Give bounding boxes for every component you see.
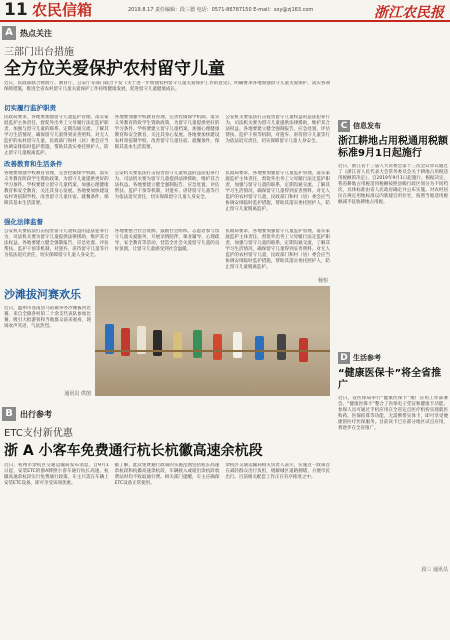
- section-a-text-row-1: [4, 115, 330, 155]
- main-column: [0, 22, 334, 523]
- section-d-author: 段三 通讯员: [421, 567, 448, 573]
- square-letter-icon: D: [338, 352, 350, 364]
- section-a-col-9: 民政局要求，各地要加强留守儿童监护管理，落实家庭监护主体责任，督促外出务工父母履行法定监护职责，加强与留守儿童的联系，定期沟通交流，了解其学习生活情况，确保留守儿童得到妥善照料。对无人监护的农村留守儿童，民政部门和村（居）委会应当协调安排临时监护措施，帮助其落实委托照护人，防止留守儿童脱离监护。: [225, 229, 330, 270]
- editor: 责任编辑：段三德: [155, 7, 196, 13]
- photo-block: [4, 286, 330, 397]
- section-title: 农民信箱: [32, 1, 93, 19]
- section-d-tag-label: 生活参考: [353, 354, 381, 362]
- section-a-col-6: 民政局要求，各地要加强留守儿童监护管理，落实家庭监护主体责任，督促外出务工父母履行法定监护职责，加强与留守儿童的联系，定期沟通交流，了解其学习生活情况，确保留守儿童得到妥善照料。对无人监护的农村留守儿童，民政部门和村（居）委会应当协调安排临时监护措施，帮助其落实委托照护人，防止留守儿童脱离监护。: [225, 171, 330, 212]
- masthead-meta: [128, 6, 313, 13]
- section-b-text: [4, 463, 330, 523]
- section-a-subhead-2: 改善教育和生活条件: [4, 160, 63, 168]
- section-b-tag: [2, 407, 334, 421]
- section-a-col-1: 民政局要求，各地要加强留守儿童监护管理，落实家庭监护主体责任，督促外出务工父母履行法定监护职责，加强与留守儿童的联系，定期沟通交流，了解其学习生活情况，确保留守儿童得到妥善照料。对无人监护的农村留守儿童，民政部门和村（居）委会应当协调安排临时监护措施，帮助其落实委托照护人，防止留守儿童脱离监护。: [4, 115, 109, 155]
- section-a-col-7: 公安机关要依法打击侵害留守儿童权益的违法犯罪行为，司法机关要为留守儿童提供法律援助，维护其合法权益。各地要建立健全强制报告、应急处置、评估帮扶、监护干预等机制，对遗弃、虐待留守儿童等行为依法追究责任，切实保障留守儿童人身安全。: [4, 229, 109, 258]
- section-d-headline: “健康医保卡”将全省推广: [338, 368, 442, 391]
- section-b-tag-label: 出行参考: [20, 409, 52, 419]
- section-c-headline: 浙江耕地占用税通用税额标准9月1日起施行: [338, 136, 448, 159]
- phone: 电话：0571-86787150: [196, 7, 252, 13]
- person-figure: [233, 332, 242, 358]
- page-number: 11: [4, 0, 28, 20]
- person-figure: [255, 336, 264, 360]
- section-a-subhead-3: 强化法律监督: [4, 218, 43, 226]
- side-column: [336, 22, 450, 573]
- section-b-headline: 浙 A 小客车免费通行杭长杭徽高速余杭段: [4, 443, 263, 459]
- square-letter-icon: C: [338, 120, 350, 132]
- section-b-col-1: 近日，杭州市余杭区交通运输局发布消息，自9月1日起，安装ETC的浙A牌照小客车通行杭长高速、杭徽高速余杭段实行免费通行政策。车主只需在车辆上安装ETC设备，即可享受该项优惠。: [4, 463, 109, 486]
- section-a-col-5: 公安机关要依法打击侵害留守儿童权益的违法犯罪行为，司法机关要为留守儿童提供法律援助，维护其合法权益。各地要建立健全强制报告、应急处置、评估帮扶、监护干预等机制，对遗弃、虐待留守儿童等行为依法追究责任，切实保障留守儿童人身安全。: [114, 171, 220, 200]
- person-figure: [213, 334, 222, 360]
- square-letter-icon: B: [2, 407, 16, 421]
- person-figure: [173, 332, 182, 358]
- email: E-mail：sxy@zj163.com: [253, 7, 314, 13]
- section-a-subhead-1: 切实履行监护职责: [4, 104, 56, 112]
- section-c-tag: [338, 120, 450, 132]
- brand-logo: 浙江农民报: [374, 5, 444, 21]
- issue-date: 2019.8.17: [128, 7, 154, 13]
- section-a-lead: 近日，民政部联合财政厅、教育厅、公安厅等部门联合下发《关于进一步加强农村留守儿童关爱保护工作的意见》，明确要求各地加强留守儿童关爱保护，落实各项保障措施，推进全省农村留守儿童关爱保护工作持续健康发展，促进留守儿童健康成长。: [4, 81, 330, 92]
- photo-caption: 近日，温州市苍南县马站镇举办沙滩拔河比赛，来自全镇各村的二十余支代表队参加比赛，吸引大批游客和当地群众前来观看，现场欢声笑语，气氛热烈。: [4, 306, 91, 329]
- section-b-col-3: 余杭区交通运输局相关负责人表示，实施这一政策旨在减轻群众出行负担，缓解城区道路拥堵，方便市民出行。目前相关配套工作正在有序推进之中。: [225, 463, 330, 480]
- section-a-col-2: 各地要加强学校教育管理，完善控辍保学机制，落实义务教育阶段学生资助政策，为留守儿童提供更好的学习条件。学校要建立留守儿童档案，加强心理健康教育和安全教育，关注其身心发展。各地要加快建设农村寄宿制学校，改善留守儿童住宿、就餐条件，保障其基本生活需要。: [114, 115, 220, 150]
- section-a-tag-label: 热点关注: [20, 28, 52, 38]
- photo-title: 沙滩拔河赛欢乐: [4, 288, 81, 301]
- section-a-tag: [2, 26, 334, 40]
- tug-rope: [95, 350, 330, 352]
- tug-of-war-photo: [95, 286, 330, 396]
- section-a-col-8: 各地要整合社会资源，鼓励社会组织、志愿者参与留守儿童关爱服务，开展亲情陪伴、课业辅导、心理疏导、安全教育等活动，营造全社会关爱留守儿童的良好氛围，让留守儿童感受到社会温暖。: [114, 229, 220, 252]
- section-a-author: 杨恒: [317, 278, 328, 284]
- person-figure: [193, 330, 202, 358]
- section-a-subtitle: 三部门出台措施: [4, 47, 74, 58]
- section-b-col-2: 据了解，此次免费通行政策的实施范围包括杭长高速余杭段和杭徽高速余杭段，车辆驶入或驶出余杭段收费站时均不收取通行费。相关部门提醒，车主应确保ETC设备正常使用。: [114, 463, 220, 486]
- section-c-body: 近日，浙江省十三届人大常委会第十三次会议审议通过了《浙江省人民代表大会常务委员会关于耕地占用税适用税额的决定》，自2019年9月1日起施行。根据决定，我省耕地占用税适用税额按照县级行政区划分为不同档次，具体标准由省人民政府确定并公布实施。对农村居民在规定用地标准以内新建自用住宅，按照当地适用税额减半征收耕地占用税。: [338, 164, 448, 205]
- section-a-col-3: 公安机关要依法打击侵害留守儿童权益的违法犯罪行为，司法机关要为留守儿童提供法律援助，维护其合法权益。各地要建立健全强制报告、应急处置、评估帮扶、监护干预等机制，对遗弃、虐待留守儿童等行为依法追究责任，切实保障留守儿童人身安全。: [225, 115, 330, 144]
- photo-sidebar: [4, 286, 91, 397]
- person-figure: [277, 334, 286, 360]
- masthead: [0, 0, 450, 22]
- section-c-tag-label: 信息发布: [353, 122, 381, 130]
- section-a-text-row-3: [4, 229, 330, 277]
- person-figure: [153, 330, 162, 356]
- section-b-subtitle: ETC支付新优惠: [4, 428, 73, 439]
- square-letter-icon: A: [2, 26, 16, 40]
- section-a-col-4: 各地要加强学校教育管理，完善控辍保学机制，落实义务教育阶段学生资助政策，为留守儿童提供更好的学习条件。学校要建立留守儿童档案，加强心理健康教育和安全教育，关注其身心发展。各地要加快建设农村寄宿制学校，改善留守儿童住宿、就餐条件，保障其基本生活需要。: [4, 171, 109, 206]
- section-d-tag: [338, 352, 450, 364]
- photo-credit: 通讯员 供图: [64, 391, 91, 397]
- section-a-text-row-2: [4, 171, 330, 213]
- section-d-body: 近日，省医保局举行“健康医保卡”推广应用工作部署会。“健康医保卡”整合了医保电子凭证和健康卡功能，参保人员可通过手机应用在全省定点医疗机构实现就医购药、医保结算等功能，无需携带实体卡，即可享受便捷的医疗医保服务。目前该卡已在部分地区试点应用，将逐步在全省推广。: [338, 396, 448, 431]
- section-a-headline: 全方位关爱保护农村留守儿童: [4, 59, 225, 79]
